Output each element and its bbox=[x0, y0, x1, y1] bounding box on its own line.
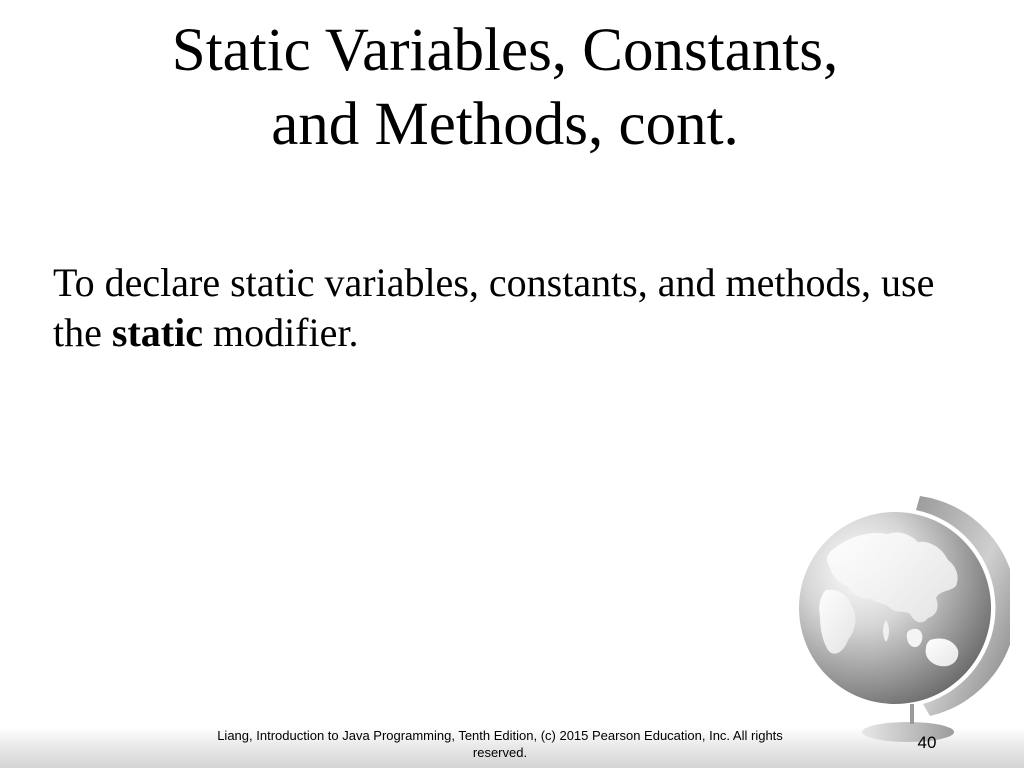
slide-title-line-1: Static Variables, Constants, bbox=[171, 17, 839, 84]
slide-title-line-2: and Methods, cont. bbox=[271, 91, 739, 158]
globe-icon bbox=[790, 490, 1010, 750]
footer-copyright: Liang, Introduction to Java Programming, Tenth Edition, (c) 2015 Pearson Education, Inc. All rights reserved. bbox=[217, 728, 783, 760]
body-text-part-2: modifier. bbox=[202, 310, 359, 355]
page-number: 40 bbox=[917, 733, 937, 752]
slide-title bbox=[0, 14, 1010, 162]
slide-body-text bbox=[53, 258, 973, 358]
body-keyword-static: static bbox=[111, 310, 203, 355]
body-text-part-1: To declare static variables, constants, and methods, use the bbox=[53, 260, 935, 355]
